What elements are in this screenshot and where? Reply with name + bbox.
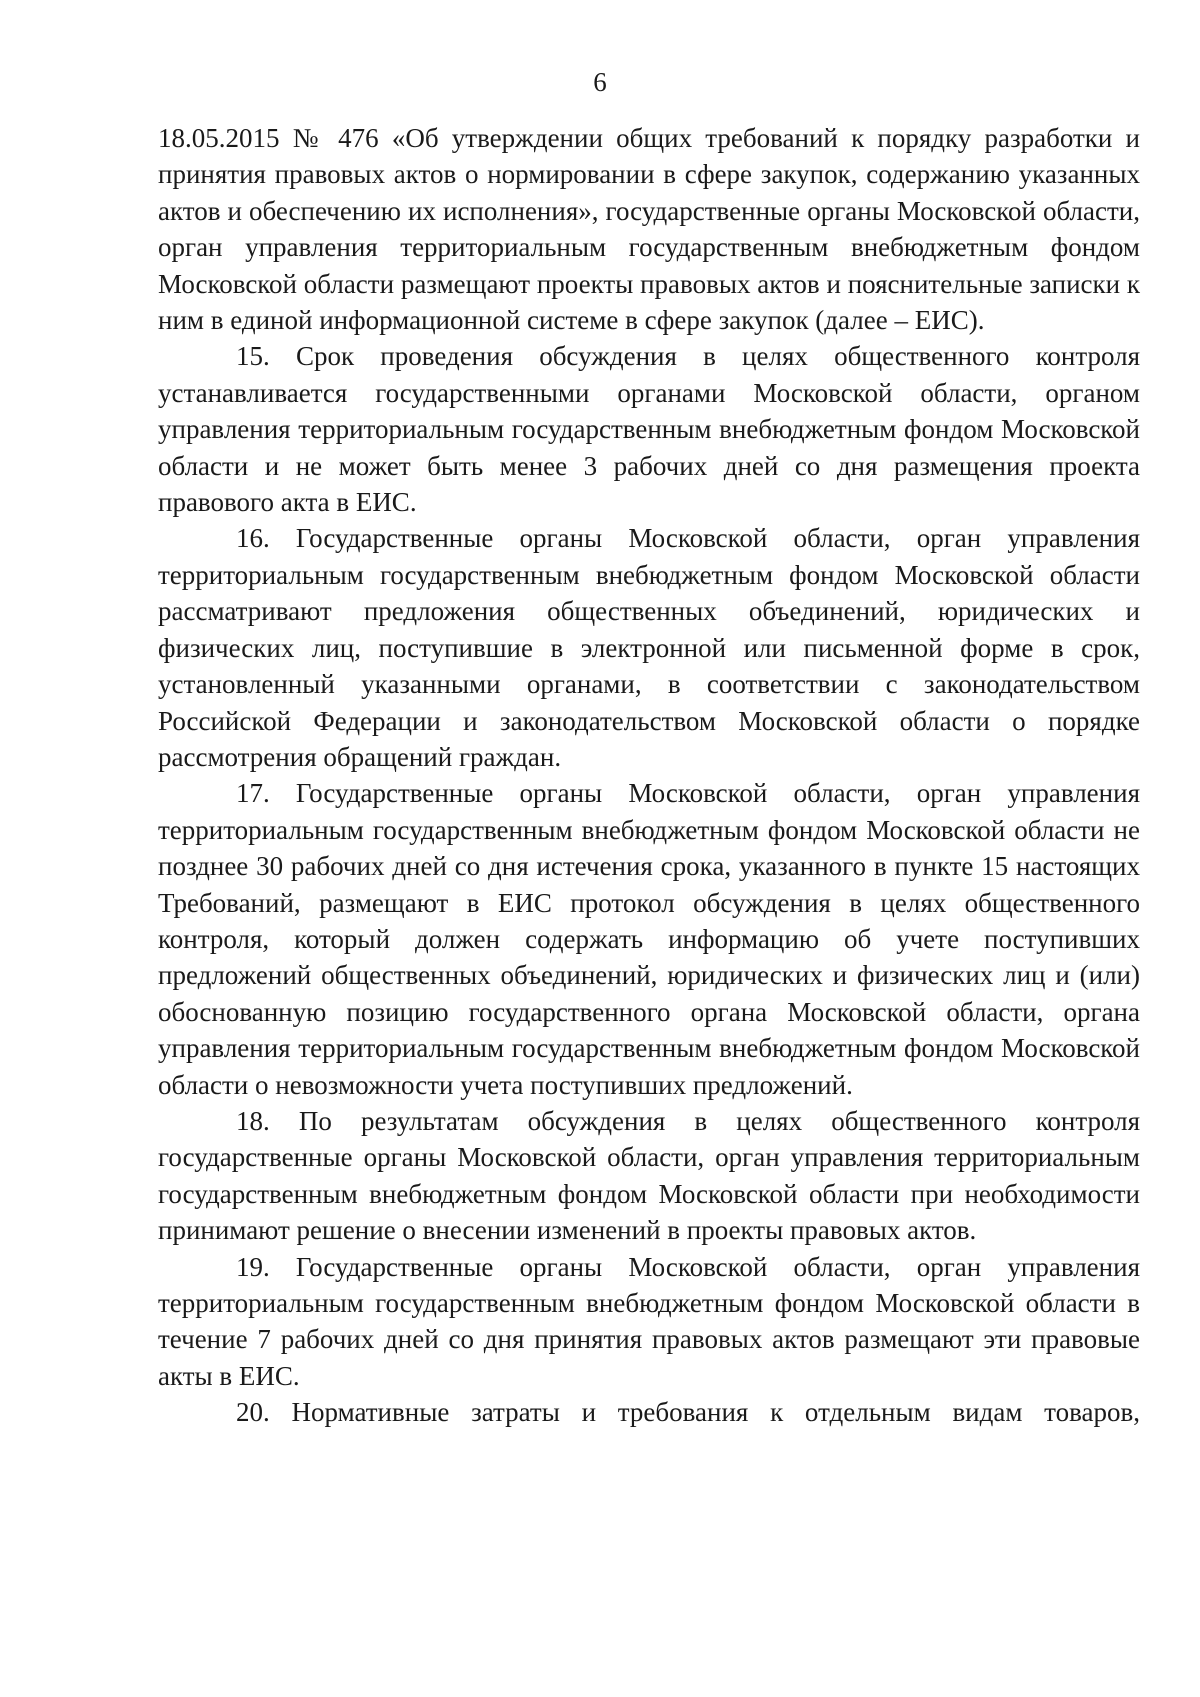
paragraph-continuation: 18.05.2015 № 476 «Об утверждении общих требований к порядку разработки и принятия правовых актов о нормировании в сфере закупок, содержанию указанных актов и обеспечению их исполнения», государственные органы Московской области, орган управления территориальным государственным внебюджетным фондом Московской области размещают проекты правовых актов и пояснительные записки к ним в единой информационной системе в сфере закупок (далее – ЕИС). [158, 123, 1140, 336]
paragraph-19: 19. Государственные органы Московской области, орган управления территориальным государственным внебюджетным фондом Московской области в течение 7 рабочих дней со дня принятия правовых актов размещают эти правовые акты в ЕИС. [158, 1251, 1140, 1391]
document-body [158, 120, 1140, 1431]
paragraph-20: 20. Нормативные затраты и требования к отдельным видам товаров, [236, 1397, 1140, 1428]
page-number: 6 [593, 67, 607, 97]
paragraph-17: 17. Государственные органы Московской области, орган управления территориальным государственным внебюджетным фондом Московской области не позднее 30 рабочих дней со дня истечения срока, указанного в пункте 15 настоящих Требований, размещают в ЕИС протокол обсуждения в целях общественного контроля, который должен содержать информацию об учете поступивших предложений общественных объединений, юридических и физических лиц и (или) обоснованную позицию государственного органа Московской области, органа управления территориальным государственным внебюджетным фондом Московской области о невозможности учета поступивших предложений. [158, 778, 1140, 1100]
paragraph-16: 16. Государственные органы Московской области, орган управления территориальным государственным внебюджетным фондом Московской области рассматривают предложения общественных объединений, юридических и физических лиц, поступившие в электронной или письменной форме в срок, установленный указанными органами, в соответствии с законодательством Российской Федерации и законодательством Московской области о порядке рассмотрения обращений граждан. [158, 523, 1140, 772]
paragraph-18: 18. По результатам обсуждения в целях общественного контроля государственные органы Московской области, орган управления территориальным государственным внебюджетным фондом Московской области при необходимости принимают решение о внесении изменений в проекты правовых актов. [158, 1105, 1140, 1246]
paragraph-15: 15. Срок проведения обсуждения в целях общественного контроля устанавливается государственными органами Московской области, органом управления территориальным государственным внебюджетным фондом Московской области и не может быть менее 3 рабочих дней со дня размещения проекта правового акта в ЕИС. [158, 341, 1140, 518]
